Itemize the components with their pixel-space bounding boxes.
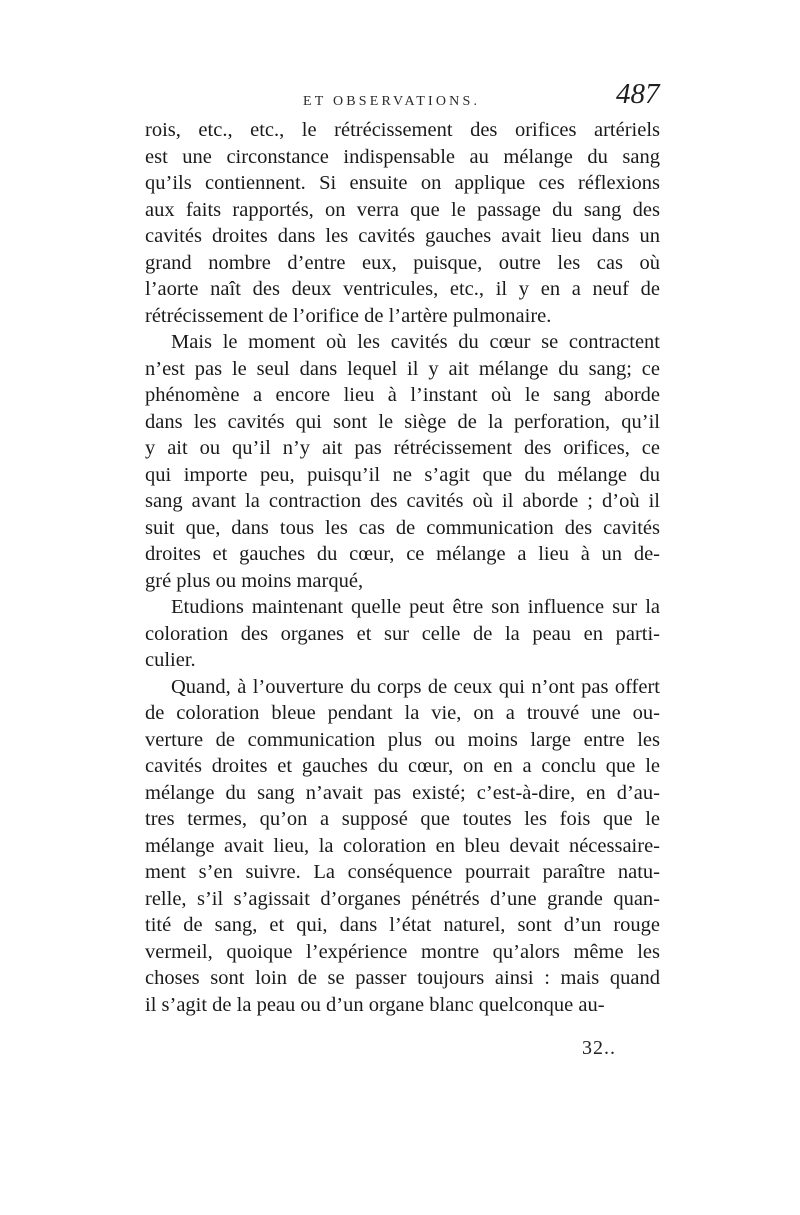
text-line: mélange avait lieu, la coloration en bleu devait nécessaire-	[145, 834, 660, 857]
text-line: suit que, dans tous les cas de communication des cavités	[145, 516, 660, 539]
text-line: gré plus ou moins marqué,	[145, 569, 364, 592]
text-line: de coloration bleue pendant la vie, on a trouvé une ou-	[145, 702, 660, 724]
text-line: phénomène a encore lieu à l’instant où le sang aborde	[145, 384, 660, 406]
page-number: 487	[616, 78, 660, 110]
text-line: cavités droites et gauches du cœur, on en a conclu que le	[145, 755, 660, 777]
text-line: qui importe peu, puisqu’il ne s’agit que du mélange du	[145, 463, 660, 486]
text-line: vermeil, quoique l’expérience montre qu’alors même les	[145, 940, 660, 963]
text-line: culier.	[145, 649, 196, 671]
running-head: ET OBSERVATIONS.	[303, 94, 481, 109]
text-line: Etudions maintenant quelle peut être son influence sur la	[171, 596, 660, 618]
text-line: cavités droites dans les cavités gauches avait lieu dans un	[145, 225, 660, 247]
text-line: verture de communication plus ou moins large entre les	[145, 728, 660, 751]
text-line: tres termes, qu’on a supposé que toutes les fois que le	[145, 808, 660, 830]
text-line: Quand, à l’ouverture du corps de ceux qui n’ont pas offert	[171, 675, 660, 698]
text-line: ment s’en suivre. La conséquence pourrait paraître natu-	[145, 861, 660, 883]
text-line: mélange du sang n’avait pas existé; c’est-à-dire, en d’au-	[145, 781, 660, 804]
text-line: l’aorte naît des deux ventricules, etc., il y en a neuf de	[145, 278, 660, 300]
text-line: tité de sang, et qui, dans l’état naturel, sont d’un rouge	[145, 914, 660, 936]
text-line: droites et gauches du cœur, ce mélange a lieu à un de-	[145, 543, 660, 565]
signature-mark: 32..	[582, 1037, 616, 1059]
text-line: il s’agit de la peau ou d’un organe blanc quelconque au-	[145, 993, 605, 1016]
text-line: aux faits rapportés, on verra que le passage du sang des	[145, 198, 660, 221]
text-line: qu’ils contiennent. Si ensuite on applique ces réflexions	[145, 172, 660, 194]
text-line: Mais le moment où les cavités du cœur se contractent	[171, 331, 660, 353]
text-line: grand nombre d’entre eux, puisque, outre les cas où	[145, 251, 660, 274]
text-line: rois, etc., etc., le rétrécissement des orifices artériels	[145, 119, 660, 141]
body-text	[145, 117, 660, 1018]
text-line: coloration des organes et sur celle de la peau en parti-	[145, 622, 660, 645]
text-line: relle, s’il s’agissait d’organes pénétrés d’une grande quan-	[145, 887, 660, 910]
text-line: n’est pas le seul dans lequel il y ait mélange du sang; ce	[145, 357, 660, 380]
text-line: y ait ou qu’il n’y ait pas rétrécissement des orifices, ce	[145, 437, 660, 459]
text-line: choses sont loin de se passer toujours ainsi : mais quand	[145, 967, 660, 989]
text-line: est une circonstance indispensable au mélange du sang	[145, 145, 660, 168]
text-line: rétrécissement de l’orifice de l’artère pulmonaire.	[145, 304, 552, 327]
text-line: sang avant la contraction des cavités où il aborde ; d’où il	[145, 490, 660, 512]
text-line: dans les cavités qui sont le siège de la perforation, qu’il	[145, 410, 660, 433]
